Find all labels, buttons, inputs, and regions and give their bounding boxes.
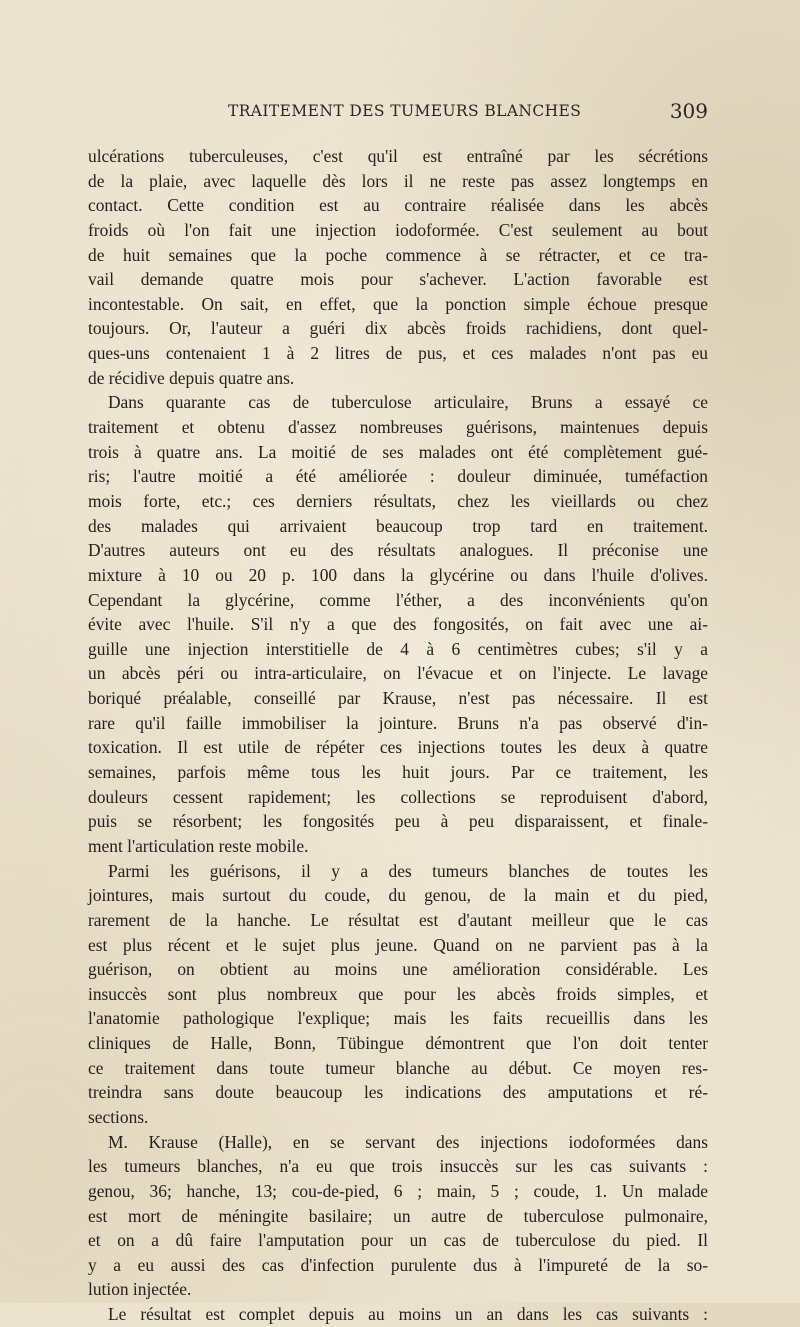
text-line: est mort de méningite basilaire; un autre de tuberculose pulmonaire, xyxy=(88,1205,708,1226)
text-line: insuccès sont plus nombreux que pour les abcès froids simples, et xyxy=(88,983,708,1004)
text-line: mixture à 10 ou 20 p. 100 dans la glycérine ou dans l'huile d'olives. xyxy=(88,564,708,585)
text-line: traitement et obtenu d'assez nombreuses guérisons, maintenues depuis xyxy=(88,417,708,438)
text-line: toxication. Il est utile de répéter ces injections toutes les deux à quatre xyxy=(88,737,708,758)
text-line: Dans quarante cas de tuberculose articulaire, Bruns a essayé ce xyxy=(108,392,708,413)
running-title: TRAITEMENT DES TUMEURS BLANCHES xyxy=(228,102,582,120)
running-head xyxy=(88,99,708,126)
text-line: incontestable. On sait, en effet, que la ponction simple échoue presque xyxy=(88,293,708,314)
text-line: de récidive depuis quatre ans. xyxy=(88,367,295,388)
text-line: lution injectée. xyxy=(88,1279,192,1300)
text-line: trois à quatre ans. La moitié de ses malades ont été complètement gué- xyxy=(88,441,708,462)
paragraph xyxy=(88,1130,708,1302)
text-line: de huit semaines que la poche commence à se rétracter, et ce tra- xyxy=(88,244,708,265)
text-line: rarement de la hanche. Le résultat est d'autant meilleur que le cas xyxy=(88,909,708,930)
text-line: boriqué préalable, conseillé par Krause, n'est pas nécessaire. Il est xyxy=(88,688,708,709)
text-line: froids où l'on fait une injection iodoformée. C'est seulement au bout xyxy=(88,219,708,240)
text-line: ce traitement dans toute tumeur blanche au début. Ce moyen res- xyxy=(88,1057,708,1078)
text-line: Cependant la glycérine, comme l'éther, a des inconvénients qu'on xyxy=(88,589,708,610)
text-line: Le résultat est complet depuis au moins un an dans les cas suivants : xyxy=(108,1304,708,1325)
text-line: mois forte, etc.; ces derniers résultats, chez les vieillards ou chez xyxy=(88,490,708,511)
paragraph xyxy=(88,1302,708,1327)
text-line: M. Krause (Halle), en se servant des injections iodoformées dans xyxy=(108,1131,708,1152)
text-line: D'autres auteurs ont eu des résultats analogues. Il préconise une xyxy=(88,540,708,561)
text-line: contact. Cette condition est au contraire réalisée dans les abcès xyxy=(88,195,708,216)
text-line: ques-uns contenaient 1 à 2 litres de pus, et ces malades n'ont pas eu xyxy=(88,343,708,364)
page-number: 309 xyxy=(669,99,708,123)
text-line: un abcès péri ou intra-articulaire, on l'évacue et on l'injecte. Le lavage xyxy=(88,663,708,684)
text-line: vail demande quatre mois pour s'achever. L'action favorable est xyxy=(88,269,708,290)
text-line: guérison, on obtient au moins une amélioration considérable. Les xyxy=(88,959,708,980)
text-line: rare qu'il faille immobiliser la jointure. Bruns n'a pas observé d'in- xyxy=(88,712,708,733)
text-line: treindra sans doute beaucoup les indications des amputations et ré- xyxy=(88,1082,708,1103)
paragraph xyxy=(88,144,708,390)
text-line: et on a dû faire l'amputation pour un cas de tuberculose du pied. Il xyxy=(88,1230,708,1251)
text-line: genou, 36; hanche, 13; cou-de-pied, 6 ; main, 5 ; coude, 1. Un malade xyxy=(88,1180,708,1201)
text-line: cliniques de Halle, Bonn, Tübingue démontrent que l'on doit tenter xyxy=(88,1033,708,1054)
text-line: jointures, mais surtout du coude, du genou, de la main et du pied, xyxy=(88,885,708,906)
text-line: des malades qui arrivaient beaucoup trop tard en traitement. xyxy=(88,515,708,536)
text-line: puis se résorbent; les fongosités peu à peu disparaissent, et finale- xyxy=(88,811,708,832)
text-line: de la plaie, avec laquelle dès lors il ne reste pas assez longtemps en xyxy=(88,170,708,191)
paragraph xyxy=(88,859,708,1130)
text-line: est plus récent et le sujet plus jeune. Quand on ne parvient pas à la xyxy=(88,934,708,955)
body-text xyxy=(88,144,708,1327)
text-line: les tumeurs blanches, n'a eu que trois insuccès sur les cas suivants : xyxy=(88,1156,708,1177)
text-line: douleurs cessent rapidement; les collections se reproduisent d'abord, xyxy=(88,786,708,807)
text-line: évite avec l'huile. S'il n'y a que des fongosités, on fait avec une ai- xyxy=(88,614,708,635)
text-line: toujours. Or, l'auteur a guéri dix abcès froids rachidiens, dont quel- xyxy=(88,318,708,339)
text-line: Parmi les guérisons, il y a des tumeurs blanches de toutes les xyxy=(108,860,708,881)
text-line: guille une injection interstitielle de 4 à 6 centimètres cubes; s'il y a xyxy=(88,638,708,659)
text-line: y a eu aussi des cas d'infection purulente dus à l'impureté de la so- xyxy=(88,1254,708,1275)
text-line: l'anatomie pathologique l'explique; mais les faits recueillis dans les xyxy=(88,1008,708,1029)
text-line: ulcérations tuberculeuses, c'est qu'il est entraîné par les sécrétions xyxy=(88,146,708,166)
paragraph xyxy=(88,390,708,858)
text-line: ris; l'autre moitié a été améliorée : douleur diminuée, tuméfaction xyxy=(88,466,708,487)
text-line: ment l'articulation reste mobile. xyxy=(88,835,309,856)
text-line: sections. xyxy=(88,1106,149,1127)
text-line: semaines, parfois même tous les huit jours. Par ce traitement, les xyxy=(88,762,708,783)
